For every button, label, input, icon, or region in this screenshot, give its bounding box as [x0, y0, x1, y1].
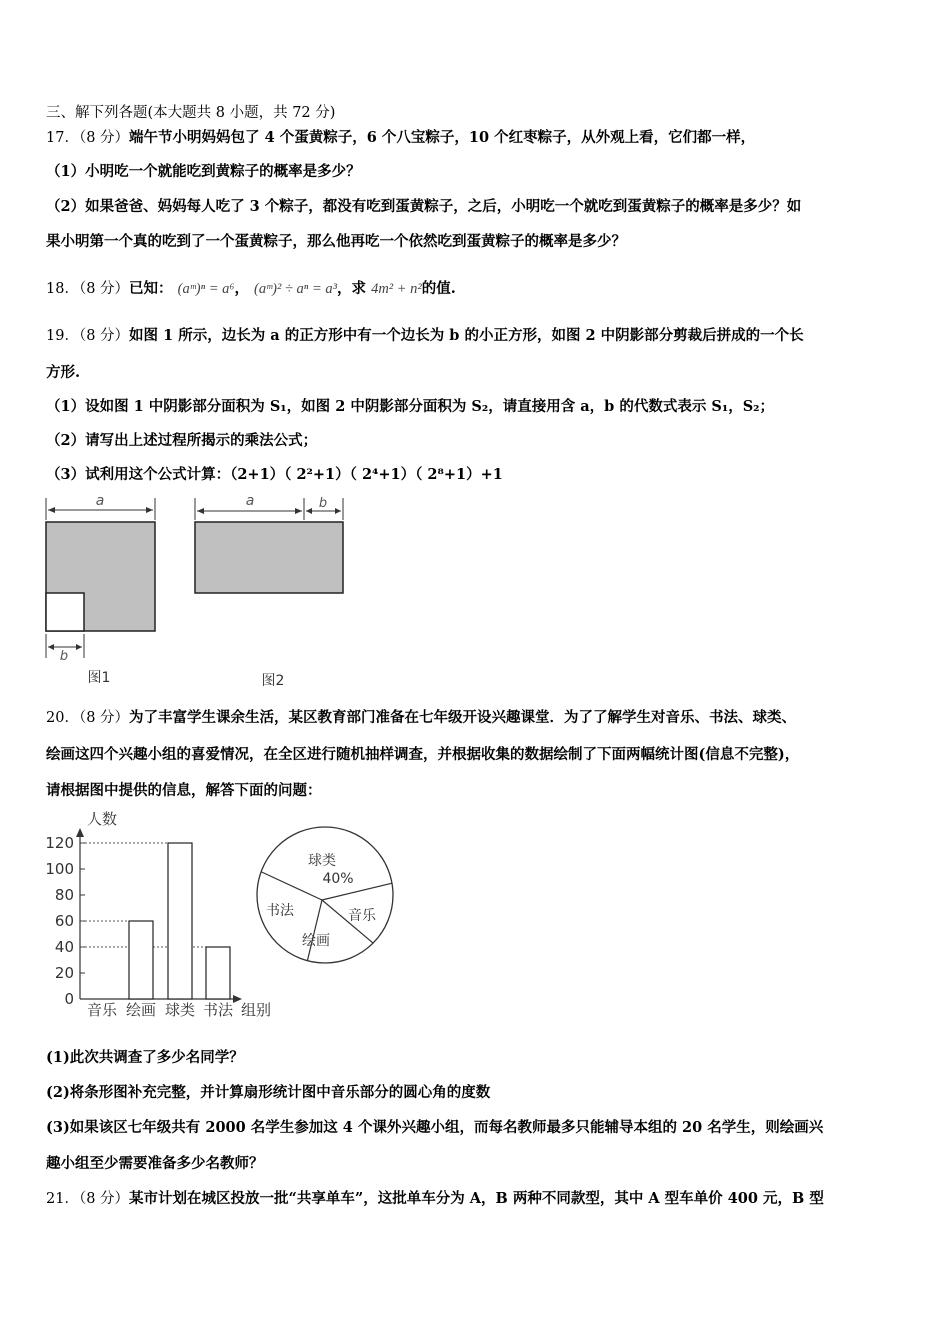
separator: ，求 — [337, 280, 366, 297]
formula-1: (aᵐ)ⁿ = a⁶ — [177, 281, 235, 297]
question-21-line — [46, 1189, 824, 1209]
pie-label-音乐: 音乐 — [348, 908, 376, 924]
figure-1-caption: 图1 — [87, 670, 111, 686]
question-number: 17．（8 分） — [46, 130, 130, 146]
figure-2 — [195, 493, 343, 689]
question-19-line — [46, 326, 804, 346]
question-text: 某市计划在城区投放一批“共享单车”，这批单车分为 A，B 两种不同款型，其中 A 型车单价 400 元，B 型 — [129, 1190, 824, 1207]
square-figures — [0, 488, 400, 693]
section-title: 三、解下列各题(本大题共 8 小题，共 72 分) — [46, 105, 336, 121]
question-20-line-2: 绘画这四个兴趣小组的喜爱情况，在全区进行随机抽样调查，并根据收集的数据绘制了下面两幅统计图(信息不完整)， — [46, 746, 800, 763]
pie-chart — [257, 827, 393, 963]
question-text: 如图 1 所示，边长为 a 的正方形中有一个边长为 b 的小正方形，如图 2 中阴影部分剪裁后拼成的一个长 — [129, 327, 804, 344]
y-axis-ticks — [45, 834, 85, 1008]
formula-2: (aᵐ)² ÷ aⁿ = a³ — [254, 281, 337, 297]
y-axis-label: 人数 — [86, 810, 118, 828]
formula-3: 4m² + n² — [371, 281, 422, 297]
y-tick-label: 80 — [54, 886, 74, 904]
question-number: 20．（8 分） — [46, 710, 130, 726]
question-17-part-2-cont: 果小明第一个真的吃到了一个蛋黄粽子，那么他再吃一个依然吃到蛋黄粽子的概率是多少？ — [46, 233, 626, 250]
question-19-part-1: （1）设如图 1 中阴影部分面积为 S₁，如图 2 中阴影部分面积为 S₂，请直接用含 a，b 的代数式表示 S₁，S₂； — [46, 398, 775, 415]
question-text: 端午节小明妈妈包了 4 个蛋黄粽子，6 个八宝粽子，10 个红枣粽子，从外观上看，它们都一样， — [129, 129, 756, 146]
x-category-label: 球类 — [164, 1001, 196, 1019]
question-number: 19．（8 分） — [46, 328, 130, 344]
question-20-line — [46, 708, 796, 728]
question-19-line-2: 方形. — [46, 364, 81, 381]
statistics-charts — [0, 800, 420, 1025]
question-tail: 的值. — [421, 280, 456, 297]
figure-2-label-b: b — [318, 496, 328, 511]
question-text: 为了丰富学生课余生活，某区教育部门准备在七年级开设兴趣课堂．为了了解学生对音乐、书法、球类、 — [129, 709, 797, 726]
x-category-label: 绘画 — [125, 1001, 157, 1019]
x-axis-label: 组别 — [240, 1001, 272, 1019]
question-19-part-3: （3）试利用这个公式计算：（2+1）（ 2²+1）（ 2⁴+1）（ 2⁸+1）+1 — [46, 466, 503, 483]
x-category-label: 书法 — [202, 1001, 234, 1019]
question-18-line — [46, 279, 456, 299]
y-tick-label: 0 — [64, 990, 74, 1008]
question-19-part-2: （2）请写出上述过程所揭示的乘法公式； — [46, 432, 318, 449]
figure-1-label-b: b — [59, 649, 69, 664]
x-category-label: 音乐 — [86, 1001, 118, 1019]
question-17-part-2: （2）如果爸爸、妈妈每人吃了 3 个粽子，都没有吃到蛋黄粽子，之后，小明吃一个就吃到蛋黄粽子的概率是多少？如 — [46, 198, 802, 215]
separator: ， — [234, 280, 249, 297]
question-20-part-3: (3)如果该区七年级共有 2000 名学生参加这 4 个课外兴趣小组，而每名教师最多只能辅导本组的 20 名学生，则绘画兴 — [46, 1119, 824, 1136]
pie-label-球类: 球类 — [308, 853, 336, 869]
figure-1 — [46, 493, 155, 686]
y-tick-label: 120 — [45, 834, 74, 852]
bars — [129, 843, 230, 999]
bar-球类 — [168, 843, 192, 999]
x-axis-categories — [87, 1001, 234, 1019]
figure-2-caption: 图2 — [261, 673, 285, 689]
question-lead: 已知： — [129, 280, 173, 297]
pie-annotation: 40% — [322, 871, 354, 887]
bar-绘画 — [129, 921, 153, 999]
question-17-part-1: （1）小明吃一个就能吃到黄粽子的概率是多少？ — [46, 163, 361, 180]
question-17-line — [46, 128, 755, 148]
question-20-part-1: (1)此次共调查了多少名同学？ — [46, 1049, 244, 1066]
y-tick-label: 100 — [45, 860, 74, 878]
question-number: 18．（8 分） — [46, 281, 130, 297]
question-20-part-2: (2)将条形图补充完整，并计算扇形统计图中音乐部分的圆心角的度数 — [46, 1084, 491, 1101]
figure-1-label-a: a — [95, 493, 105, 509]
y-tick-label: 20 — [54, 964, 74, 982]
pie-label-绘画: 绘画 — [302, 933, 330, 949]
bar-书法 — [206, 947, 230, 999]
question-number: 21．（8 分） — [46, 1191, 130, 1207]
pie-label-书法: 书法 — [266, 903, 294, 919]
y-tick-label: 60 — [54, 912, 74, 930]
question-20-part-3-cont: 趣小组至少需要准备多少名教师？ — [46, 1155, 264, 1172]
y-tick-label: 40 — [54, 938, 74, 956]
bar-chart — [45, 810, 271, 1019]
figure-2-label-a: a — [245, 493, 255, 509]
question-20-line-3: 请根据图中提供的信息，解答下面的问题： — [46, 782, 322, 799]
